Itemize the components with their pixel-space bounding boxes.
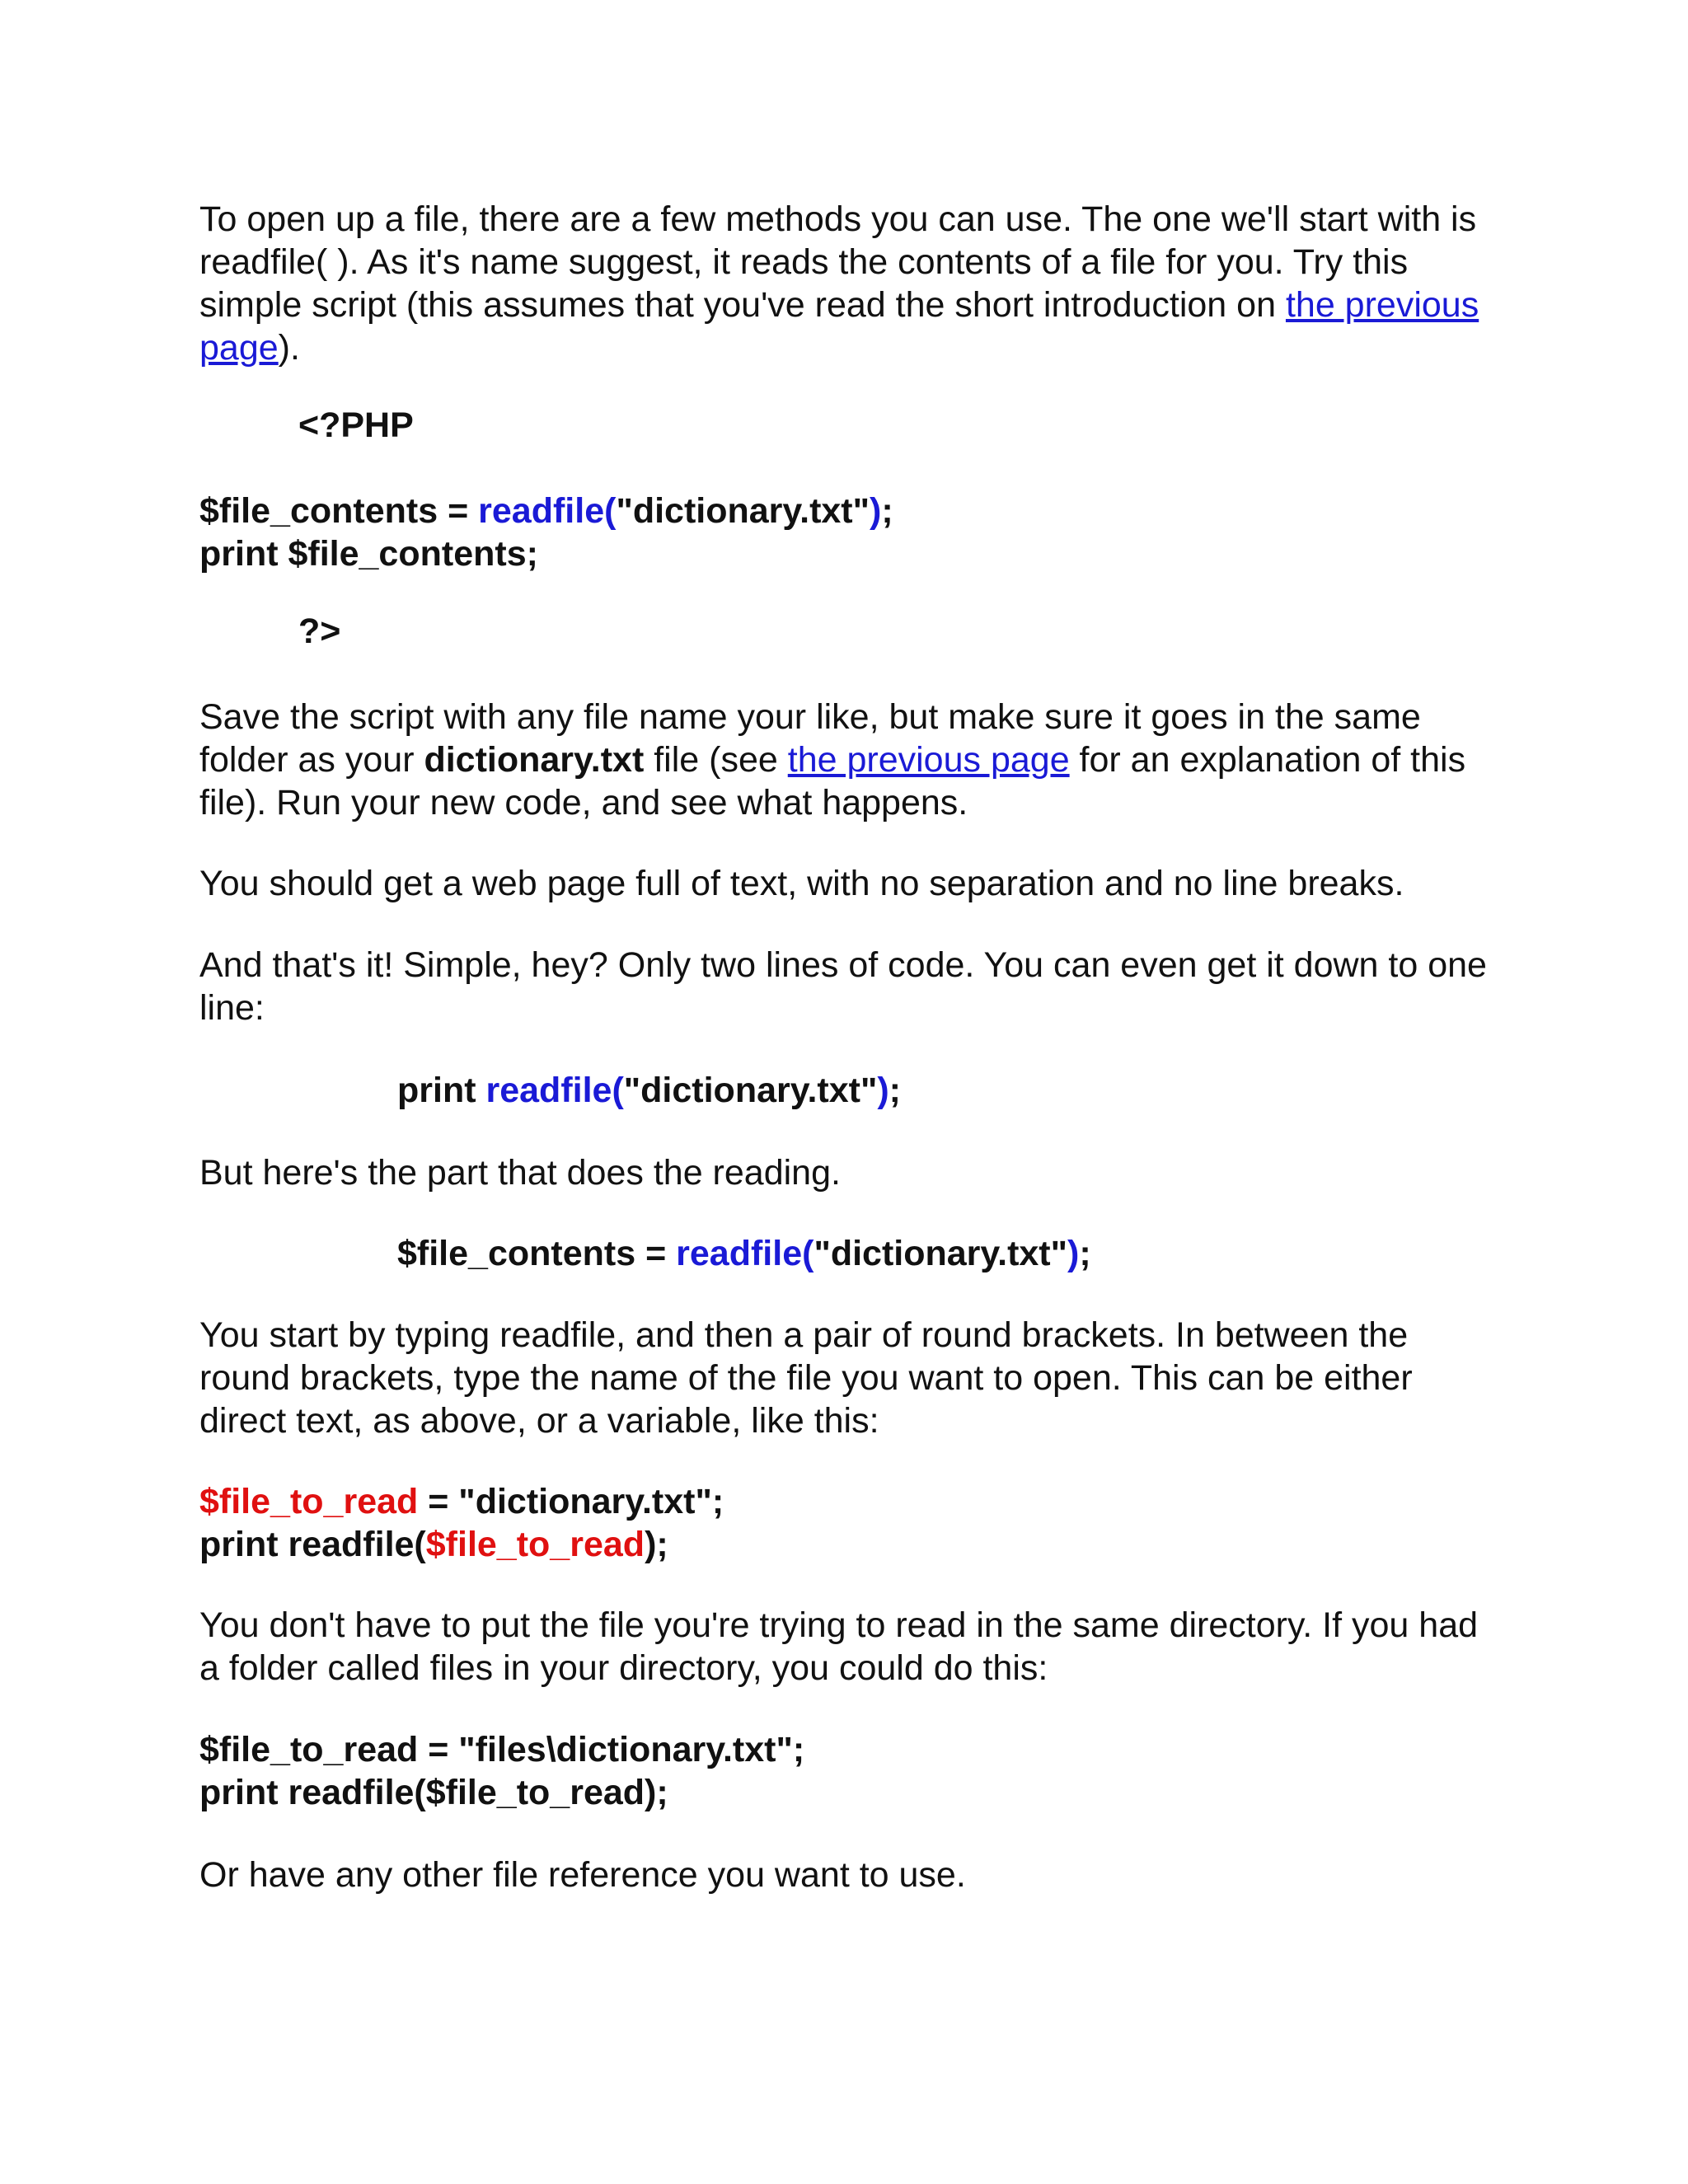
- variable-code-line-1: [199, 1480, 1502, 1523]
- files-code-line-2: print readfile($file_to_read);: [199, 1773, 668, 1812]
- code-variable: $file_to_read: [199, 1482, 419, 1521]
- start-paragraph: You start by typing readfile, and then a pair of round brackets. In between the round brackets, type the name of the file you want to open. This can be either direct text, as above, or a variable, like this:: [199, 1315, 1413, 1441]
- code-var: $file_contents =: [397, 1234, 677, 1273]
- variable-code-line-2: [199, 1523, 1502, 1566]
- save-text-3: for an explanation of this file). Run your new code, and see what happens.: [199, 740, 1466, 823]
- code-argument: "dictionary.txt": [814, 1234, 1068, 1273]
- web-page-paragraph: You should get a web page full of text, with no separation and no line breaks.: [199, 864, 1404, 903]
- files-code-line-1: $file_to_read = "files\dictionary.txt";: [199, 1730, 805, 1769]
- previous-page-link-2[interactable]: the previous page: [787, 740, 1070, 780]
- thats-it-paragraph: And that's it! Simple, hey? Only two lines of code. You can even get it down to one line:: [199, 945, 1487, 1028]
- intro-paragraph: [199, 198, 1502, 369]
- code-semicolon: ;: [889, 1071, 901, 1110]
- reading-paragraph: But here's the part that does the reading.: [199, 1153, 841, 1193]
- code-line-readfile: [199, 490, 1502, 532]
- code-paren: ): [1067, 1234, 1080, 1273]
- one-line-code: [397, 1069, 1688, 1112]
- intro-text: To open up a file, there are a few methods you can use. The one we'll start with is readfile( ). As it's name suggest, it reads the contents of a file for you. Try this simple script (this assumes that you've read the short introduction on: [199, 199, 1477, 325]
- code-paren: ): [877, 1071, 889, 1110]
- code-function: readfile(: [478, 491, 617, 531]
- code-var: $file_contents =: [199, 491, 479, 531]
- code-assignment: = "dictionary.txt";: [418, 1482, 724, 1521]
- code-paren: ): [870, 491, 882, 531]
- dictionary-filename: dictionary.txt: [424, 740, 645, 780]
- code-print: print: [397, 1071, 486, 1110]
- previous-page-link[interactable]: the previous page: [199, 285, 1479, 368]
- code-variable: $file_to_read: [425, 1525, 645, 1564]
- code-close: );: [645, 1525, 668, 1564]
- php-close-tag: ?>: [298, 612, 341, 651]
- reading-code: [397, 1232, 1688, 1275]
- intro-text-end: ).: [278, 328, 300, 368]
- directory-paragraph: You don't have to put the file you're trying to read in the same directory. If you had a folder called files in your directory, you could do this:: [199, 1605, 1479, 1688]
- code-semicolon: ;: [881, 491, 893, 531]
- php-open-tag: <?PHP: [298, 405, 414, 445]
- save-text-2: file (see: [644, 740, 788, 780]
- save-paragraph: [199, 696, 1502, 824]
- save-text: Save the script with any file name your like, but make sure it goes in the same folder as your: [199, 697, 1421, 780]
- other-reference-paragraph: Or have any other file reference you want to use.: [199, 1855, 966, 1895]
- code-line-print: print $file_contents;: [199, 534, 538, 574]
- code-function: readfile(: [676, 1234, 814, 1273]
- code-argument: "dictionary.txt": [623, 1071, 878, 1110]
- code-argument: "dictionary.txt": [616, 491, 870, 531]
- code-semicolon: ;: [1079, 1234, 1091, 1273]
- code-print: print readfile(: [199, 1525, 426, 1564]
- code-function: readfile(: [485, 1071, 624, 1110]
